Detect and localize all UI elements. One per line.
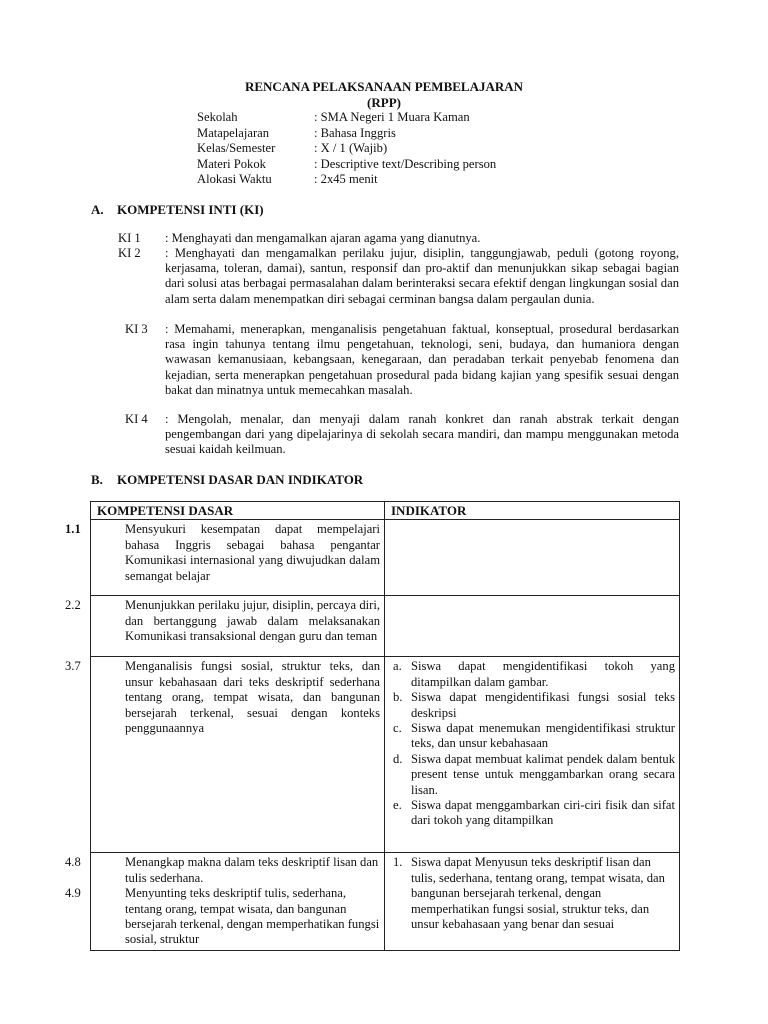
table-row <box>91 520 680 596</box>
indicator-list <box>389 855 675 932</box>
header-indikator: INDIKATOR <box>385 502 680 520</box>
info-value: : SMA Negeri 1 Muara Kaman <box>314 110 470 124</box>
section-b-heading <box>91 472 363 488</box>
document-title: RENCANA PELAKSANAAN PEMBELAJARAN <box>244 79 524 94</box>
info-value: : Bahasa Inggris <box>314 125 396 140</box>
info-row-sekolah <box>197 110 617 126</box>
info-key: Sekolah <box>197 110 238 124</box>
indicator-text: Siswa dapat menggambarkan ciri-ciri fisik dan sifat dari tokoh yang ditampilkan <box>411 798 675 828</box>
indicator-cell <box>385 520 680 596</box>
section-number: B. <box>91 472 103 487</box>
table-row <box>91 596 680 657</box>
ki-3-text: : Memahami, menerapkan, menganalisis pengetahuan faktual, konseptual, prosedural berdasarkan rasa ingin tahunya tentang ilmu pengetahuan, teknologi, seni, budaya, dan humaniora dengan wawasan kemanusiaan, kebangsaan, kenegaraan, dan peradaban terkait penyebab fenomena dan kejadian, serta menerapkan pengetahuan prosedural pada bidang kajian yang spesifik sesuai dengan bakat dan minatnya untuk memecahkan masalah. <box>165 322 679 397</box>
section-number: A. <box>91 202 104 217</box>
kd-item <box>65 855 380 886</box>
indicator-text: Siswa dapat menemukan mengidentifikasi struktur teks, dan unsur kebahasaan <box>411 721 675 751</box>
indicator-marker: d. <box>393 751 403 766</box>
ki-1-text: : Menghayati dan mengamalkan ajaran agama yang dianutnya. <box>165 231 481 245</box>
info-value: : X / 1 (Wajib) <box>314 141 388 155</box>
indicator-marker: 1. <box>393 855 403 870</box>
kd-item <box>65 522 380 584</box>
ki-2-label: KI 2 <box>118 246 141 260</box>
info-value: : 2x45 menit <box>314 172 378 186</box>
indicator-cell <box>385 596 680 657</box>
indicator-cell <box>385 657 680 853</box>
kd-text: Mensyukuri kesempatan dapat mempelajari bahasa Inggris sebagai bahasa pengantar Komunikasi internasional yang diwujudkan dalam semangat belajar <box>125 522 380 583</box>
kd-number: 2.2 <box>65 598 81 613</box>
indicator-marker: b. <box>393 690 403 705</box>
ki-4-label: KI 4 <box>125 412 148 426</box>
info-row-kelas <box>197 141 617 157</box>
indicator-item <box>389 798 675 829</box>
kd-cell <box>65 853 385 950</box>
kd-cell <box>65 657 385 853</box>
section-a-heading <box>91 202 264 218</box>
info-row-matapelajaran <box>197 126 617 142</box>
indicator-item <box>389 690 675 721</box>
info-row-materi <box>197 157 617 173</box>
kd-cell <box>65 596 385 657</box>
indicator-item <box>389 721 675 752</box>
indicator-list <box>389 659 675 828</box>
kd-number: 4.8 <box>65 855 81 870</box>
kd-cell <box>65 520 385 596</box>
kd-text: Menganalisis fungsi sosial, struktur teks, dan unsur kebahasaan dari teks deskriptif sederhana tentang orang, tempat wisata, dan bangunan bersejarah terkenal, sesuai dengan konteks penggunaannya <box>125 659 380 736</box>
indicator-marker: a. <box>393 659 402 674</box>
kd-item <box>65 598 380 644</box>
ki-4-text: : Mengolah, menalar, dan menyaji dalam ranah konkret dan ranah abstrak terkait dengan pengembangan dari yang dipelajarinya di sekolah secara mandiri, dan mampu menggunakan metoda sesuai kaidah keilmuan. <box>165 412 679 457</box>
indicator-item <box>389 752 675 798</box>
header-kompetensi-dasar: KOMPETENSI DASAR <box>91 502 385 520</box>
kd-item <box>65 886 380 948</box>
info-key: Matapelajaran <box>197 125 270 140</box>
indicator-text: Siswa dapat mengidentifikasi tokoh yang ditampilkan dalam gambar. <box>411 659 675 689</box>
info-row-alokasi <box>197 172 617 188</box>
kd-number: 1.1 <box>65 522 81 537</box>
ki-2-text: : Menghayati dan mengamalkan perilaku jujur, disiplin, tanggungjawab, peduli (gotong royong, kerjasama, toleran, damai), santun, responsif dan pro-aktif dan menunjukkan sikap sebagai bagian dari solusi atas berbagai permasalahan dalam berinteraksi secara efektif dengan lingkungan sosial dan alam serta dalam menempatkan diri sebagai cerminan bangsa dalam pergaulan dunia. <box>165 246 679 306</box>
kd-text: Menunjukkan perilaku jujur, disiplin, percaya diri, dan bertanggung jawab dalam melaksanakan Komunikasi transaksional dengan guru dan teman <box>125 598 380 644</box>
table-row <box>91 853 680 950</box>
kd-indicator-table <box>65 501 680 951</box>
indicator-text: Siswa dapat membuat kalimat pendek dalam bentuk present tense untuk menggambarkan orang secara lisan. <box>411 751 675 797</box>
indicator-item <box>389 855 675 932</box>
table-row <box>91 657 680 853</box>
ki-3-label: KI 3 <box>125 322 148 336</box>
document-subtitle: (RPP) <box>367 95 401 110</box>
info-key: Kelas/Semester <box>197 141 276 155</box>
indicator-text: Siswa dapat mengidentifikasi fungsi sosial teks deskripsi <box>411 690 675 720</box>
info-block <box>197 110 617 188</box>
table-header-row <box>91 502 680 520</box>
indicator-item <box>389 659 675 690</box>
ki-1-label: KI 1 <box>118 231 141 245</box>
kd-text: Menyunting teks deskriptif tulis, sederhana, tentang orang, tempat wisata, dan bangunan bersejarah terkenal, dengan memperhatikan fungsi sosial, struktur <box>125 886 380 947</box>
indicator-text: Siswa dapat Menyusun teks deskriptif lisan dan tulis, sederhana, tentang orang, tempat wisata, dan bangunan bersejarah terkenal, dengan memperhatikan fungsi sosial, struktur teks, dan unsur kebahasaan yang benar dan sesuai <box>411 855 665 932</box>
info-value: : Descriptive text/Describing person <box>314 156 497 171</box>
info-key: Materi Pokok <box>197 156 266 171</box>
section-title: KOMPETENSI DASAR DAN INDIKATOR <box>117 472 364 487</box>
indicator-marker: c. <box>393 721 402 736</box>
indicator-cell <box>385 853 680 950</box>
kd-item <box>65 659 380 736</box>
kd-number: 4.9 <box>65 886 81 901</box>
section-title: KOMPETENSI INTI (KI) <box>117 202 264 217</box>
info-key: Alokasi Waktu <box>197 172 272 186</box>
kd-number: 3.7 <box>65 659 81 674</box>
indicator-marker: e. <box>393 798 402 813</box>
kd-text: Menangkap makna dalam teks deskriptif lisan dan tulis sederhana. <box>125 855 379 885</box>
